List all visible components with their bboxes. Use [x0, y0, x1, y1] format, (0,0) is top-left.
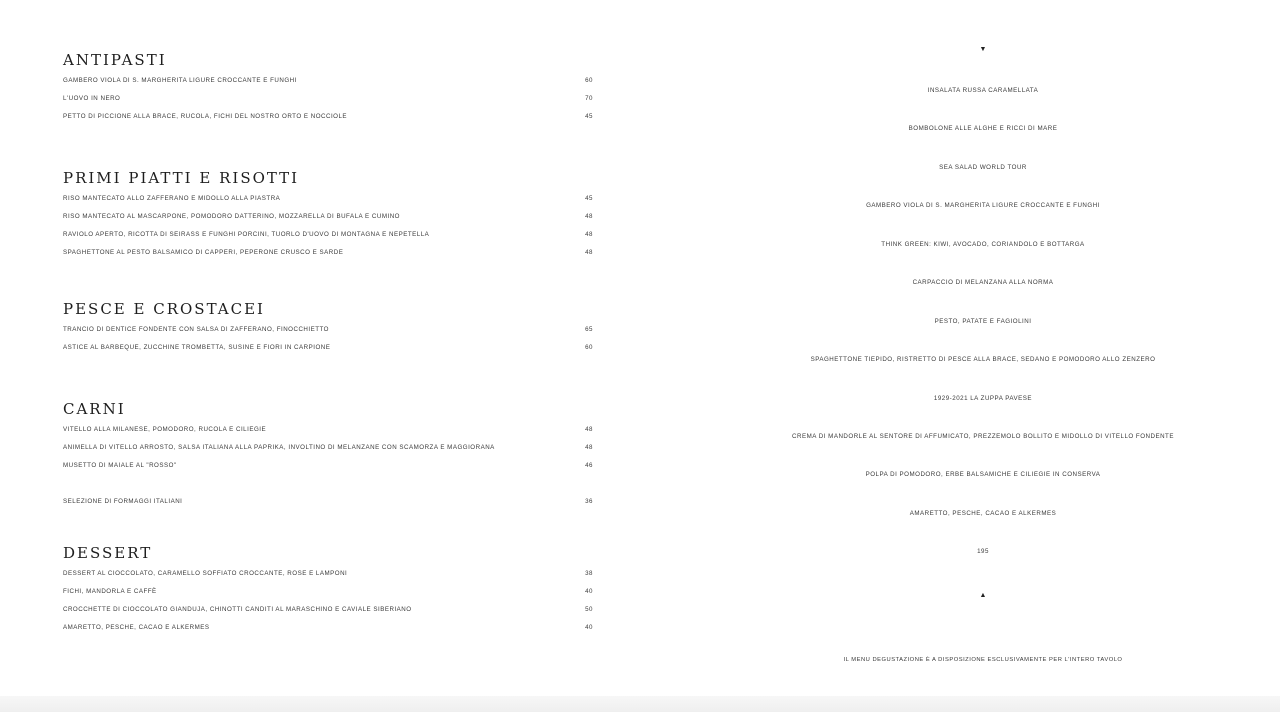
item-name: PETTO DI PICCIONE ALLA BRACE, RUCOLA, FICHI DEL NOSTRO ORTO E NOCCIOLE: [63, 113, 348, 120]
item-price: 40: [585, 624, 593, 631]
arrow-down-icon: ▼: [979, 46, 987, 53]
menu-item-spacer: [63, 475, 593, 493]
item-name: L'UOVO IN NERO: [63, 95, 121, 102]
menu-item: [63, 108, 593, 126]
item-name: RISO MANTECATO ALLO ZAFFERANO E MIDOLLO ALLA PIASTRA: [63, 195, 281, 202]
item-name: FICHI, MANDORLA E CAFFÈ: [63, 588, 157, 595]
item-price: 45: [585, 113, 593, 120]
item-name: SELEZIONE DI FORMAGGI ITALIANI: [63, 498, 183, 505]
item-price: 36: [585, 498, 593, 505]
item-price: 46: [585, 462, 593, 469]
menu-item: [63, 421, 593, 439]
menu-item: [63, 583, 593, 601]
section-title: CARNI: [63, 400, 126, 418]
item-name: ASTICE AL BARBEQUE, ZUCCHINE TROMBETTA, SUSINE E FIORI IN CARPIONE: [63, 344, 331, 351]
tasting-item: CARPACCIO DI MELANZANA ALLA NORMA: [912, 279, 1054, 287]
tasting-item: SPAGHETTONE TIEPIDO, RISTRETTO DI PESCE ALLA BRACE, SEDANO E POMODORO ALLO ZENZERO: [810, 356, 1156, 364]
menu-item: [63, 72, 593, 90]
section-primi-piatti: [63, 168, 593, 262]
item-price: 48: [585, 426, 593, 433]
menu-item: [63, 439, 593, 457]
item-name: DESSERT AL CIOCCOLATO, CARAMELLO SOFFIATO CROCCANTE, ROSE E LAMPONI: [63, 570, 348, 577]
menu-item: [63, 321, 593, 339]
tasting-item: PESTO, PATATE E FAGIOLINI: [934, 317, 1032, 325]
item-price: 50: [585, 606, 593, 613]
page-footer-strip: [0, 696, 1280, 712]
tasting-item: AMARETTO, PESCHE, CACAO E ALKERMES: [909, 509, 1057, 517]
item-name: RAVIOLO APERTO, RICOTTA DI SEIRASS E FUNGHI PORCINI, TUORLO D'UOVO DI MONTAGNA E NEPETELLA: [63, 231, 430, 238]
item-price: 48: [585, 444, 593, 451]
item-price: 40: [585, 588, 593, 595]
section-dessert: [63, 543, 593, 637]
item-name: CROCCHETTE DI CIOCCOLATO GIANDUJA, CHINOTTI CANDITI AL MARASCHINO E CAVIALE SIBERIANO: [63, 606, 412, 613]
arrow-up-icon: ▲: [979, 592, 987, 599]
menu-item: [63, 457, 593, 475]
item-price: 48: [585, 249, 593, 256]
section-antipasti: [63, 50, 593, 126]
menu-item: [63, 601, 593, 619]
menu-item: [63, 190, 593, 208]
section-pesce-crostacei: [63, 299, 593, 357]
tasting-item: CREMA DI MANDORLE AL SENTORE DI AFFUMICATO, PREZZEMOLO BOLLITO E MIDOLLO DI VITELLO FONDENTE: [792, 432, 1174, 440]
section-title: PRIMI PIATTI E RISOTTI: [63, 169, 300, 187]
menu-item: [63, 339, 593, 357]
tasting-item: GAMBERO VIOLA DI S. MARGHERITA LIGURE CROCCANTE E FUNGHI: [866, 202, 1100, 210]
menu-item: [63, 226, 593, 244]
item-price: 48: [585, 231, 593, 238]
item-name: RISO MANTECATO AL MASCARPONE, POMODORO DATTERINO, MOZZARELLA DI BUFALA E CUMINO: [63, 213, 400, 220]
item-name: GAMBERO VIOLA DI S. MARGHERITA LIGURE CROCCANTE E FUNGHI: [63, 77, 297, 84]
menu-item: [63, 619, 593, 637]
item-name: AMARETTO, PESCHE, CACAO E ALKERMES: [63, 624, 210, 631]
item-price: 70: [585, 95, 593, 102]
item-name: ANIMELLA DI VITELLO ARROSTO, SALSA ITALIANA ALLA PAPRIKA, INVOLTINO DI MELANZANE CON SCAMORZA E MAGGIORANA: [63, 444, 495, 451]
item-name: TRANCIO DI DENTICE FONDENTE CON SALSA DI ZAFFERANO, FINOCCHIETTO: [63, 326, 329, 333]
tasting-list: [760, 86, 1206, 586]
item-name: SPAGHETTONE AL PESTO BALSAMICO DI CAPPERI, PEPERONE CRUSCO E SARDE: [63, 249, 344, 256]
item-price: 60: [585, 77, 593, 84]
item-price: 38: [585, 570, 593, 577]
item-price: 48: [585, 213, 593, 220]
tasting-item: THINK GREEN: KIWI, AVOCADO, CORIANDOLO E BOTTARGA: [881, 240, 1085, 248]
tasting-note: IL MENU DEGUSTAZIONE È A DISPOSIZIONE ESCLUSIVAMENTE PER L'INTERO TAVOLO: [843, 657, 1123, 663]
section-title: DESSERT: [63, 544, 153, 562]
section-carni: [63, 399, 593, 511]
tasting-item: SEA SALAD WORLD TOUR: [939, 163, 1027, 171]
item-price: 45: [585, 195, 593, 202]
tasting-item: BOMBOLONE ALLE ALGHE E RICCI DI MARE: [908, 125, 1058, 133]
section-title: PESCE E CROSTACEI: [63, 300, 265, 318]
menu-item: [63, 565, 593, 583]
item-price: 65: [585, 326, 593, 333]
menu-item: [63, 493, 593, 511]
item-name: MUSETTO DI MAIALE AL "ROSSO": [63, 462, 177, 469]
section-title: ANTIPASTI: [63, 51, 167, 69]
tasting-price: 195: [977, 548, 989, 556]
menu-item: [63, 90, 593, 108]
menu-item: [63, 244, 593, 262]
item-name: VITELLO ALLA MILANESE, POMODORO, RUCOLA E CILIEGIE: [63, 426, 267, 433]
tasting-item: INSALATA RUSSA CARAMELLATA: [927, 87, 1039, 94]
menu-item: [63, 208, 593, 226]
item-price: 60: [585, 344, 593, 351]
tasting-item: 1929-2021 LA ZUPPA PAVESE: [933, 394, 1033, 402]
tasting-item: POLPA DI POMODORO, ERBE BALSAMICHE E CILIEGIE IN CONSERVA: [865, 471, 1101, 479]
